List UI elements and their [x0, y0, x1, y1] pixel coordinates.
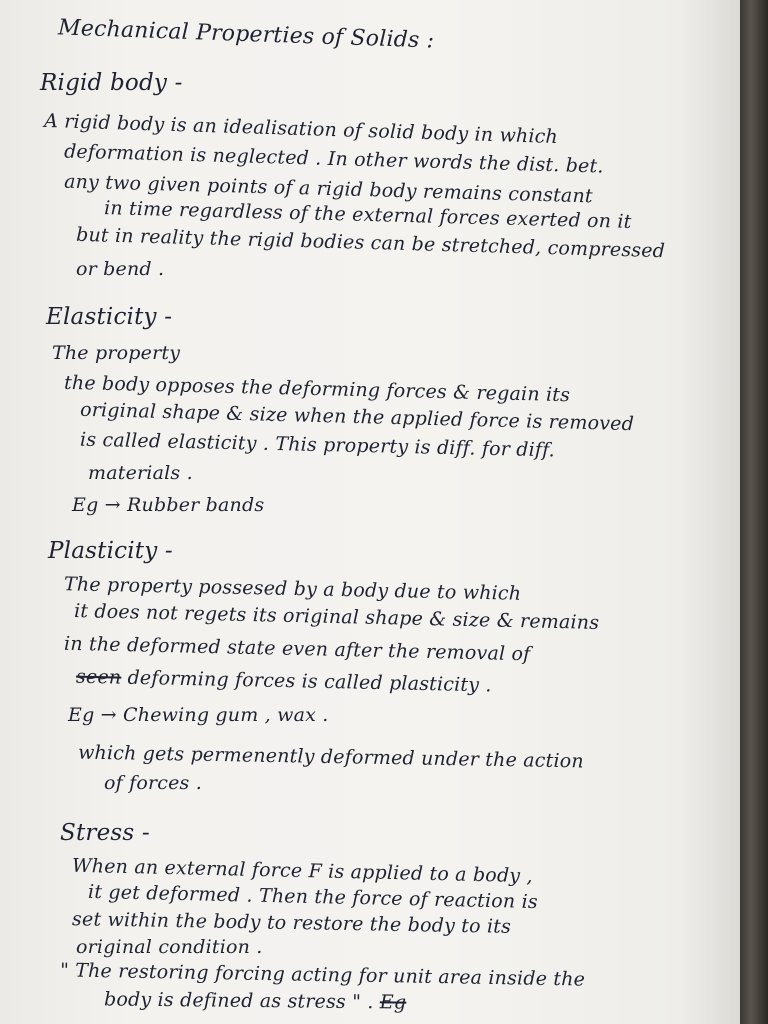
struck-word: Eg	[379, 991, 407, 1014]
section-heading-elasticity: Elasticity -	[46, 304, 173, 330]
text-line: When an external force F is applied to a body ,	[71, 854, 533, 888]
text-line: The property	[52, 342, 181, 364]
text-line: the body opposes the deforming forces & regain its	[63, 371, 571, 407]
text-line: in time regardless of the external forces exerted on it	[103, 197, 632, 233]
text-line: original shape & size when the applied force is removed	[79, 398, 635, 436]
text-line: but in reality the rigid bodies can be stretched, compressed	[75, 223, 666, 263]
text-line: it get deformed . Then the force of reaction is	[87, 880, 539, 914]
text-line-with-strike	[75, 665, 492, 697]
text-line: of forces .	[104, 772, 202, 794]
text-line: original condition .	[76, 936, 263, 958]
text-line-with-strike	[104, 990, 406, 1012]
text-line: materials .	[88, 462, 193, 484]
text-line: body is defined as stress " .	[103, 988, 374, 1014]
text-line: A rigid body is an idealisation of solid body in which	[43, 109, 559, 149]
text-line: Eg → Rubber bands	[72, 494, 265, 516]
text-line: or bend .	[76, 258, 165, 280]
section-heading-plasticity: Plasticity -	[48, 538, 173, 564]
text-line: in the deformed state even after the removal of	[63, 632, 531, 666]
text-line: it does not regets its original shape & size & remains	[73, 600, 600, 634]
text-line: which gets permenently deformed under the action	[77, 741, 584, 773]
struck-word: seen	[75, 665, 122, 689]
text-line: " The restoring forcing acting for unit area inside the	[59, 959, 586, 991]
page-title: Mechanical Properties of Solids :	[57, 15, 435, 54]
text-line: deforming forces is called plasticity .	[127, 666, 492, 697]
text-line: Eg → Chewing gum , wax .	[68, 704, 329, 726]
notebook-binding	[740, 0, 768, 1024]
text-line: The property possesed by a body due to which	[63, 573, 522, 605]
section-heading-rigid-body: Rigid body -	[40, 70, 183, 96]
section-heading-stress: Stress -	[60, 820, 150, 846]
text-line: is called elasticity . This property is diff. for diff.	[79, 428, 556, 462]
text-line: any two given points of a rigid body remains constant	[63, 170, 594, 208]
text-line: deformation is neglected . In other words the dist. bet.	[63, 140, 604, 178]
text-line: set within the body to restore the body to its	[71, 908, 512, 938]
